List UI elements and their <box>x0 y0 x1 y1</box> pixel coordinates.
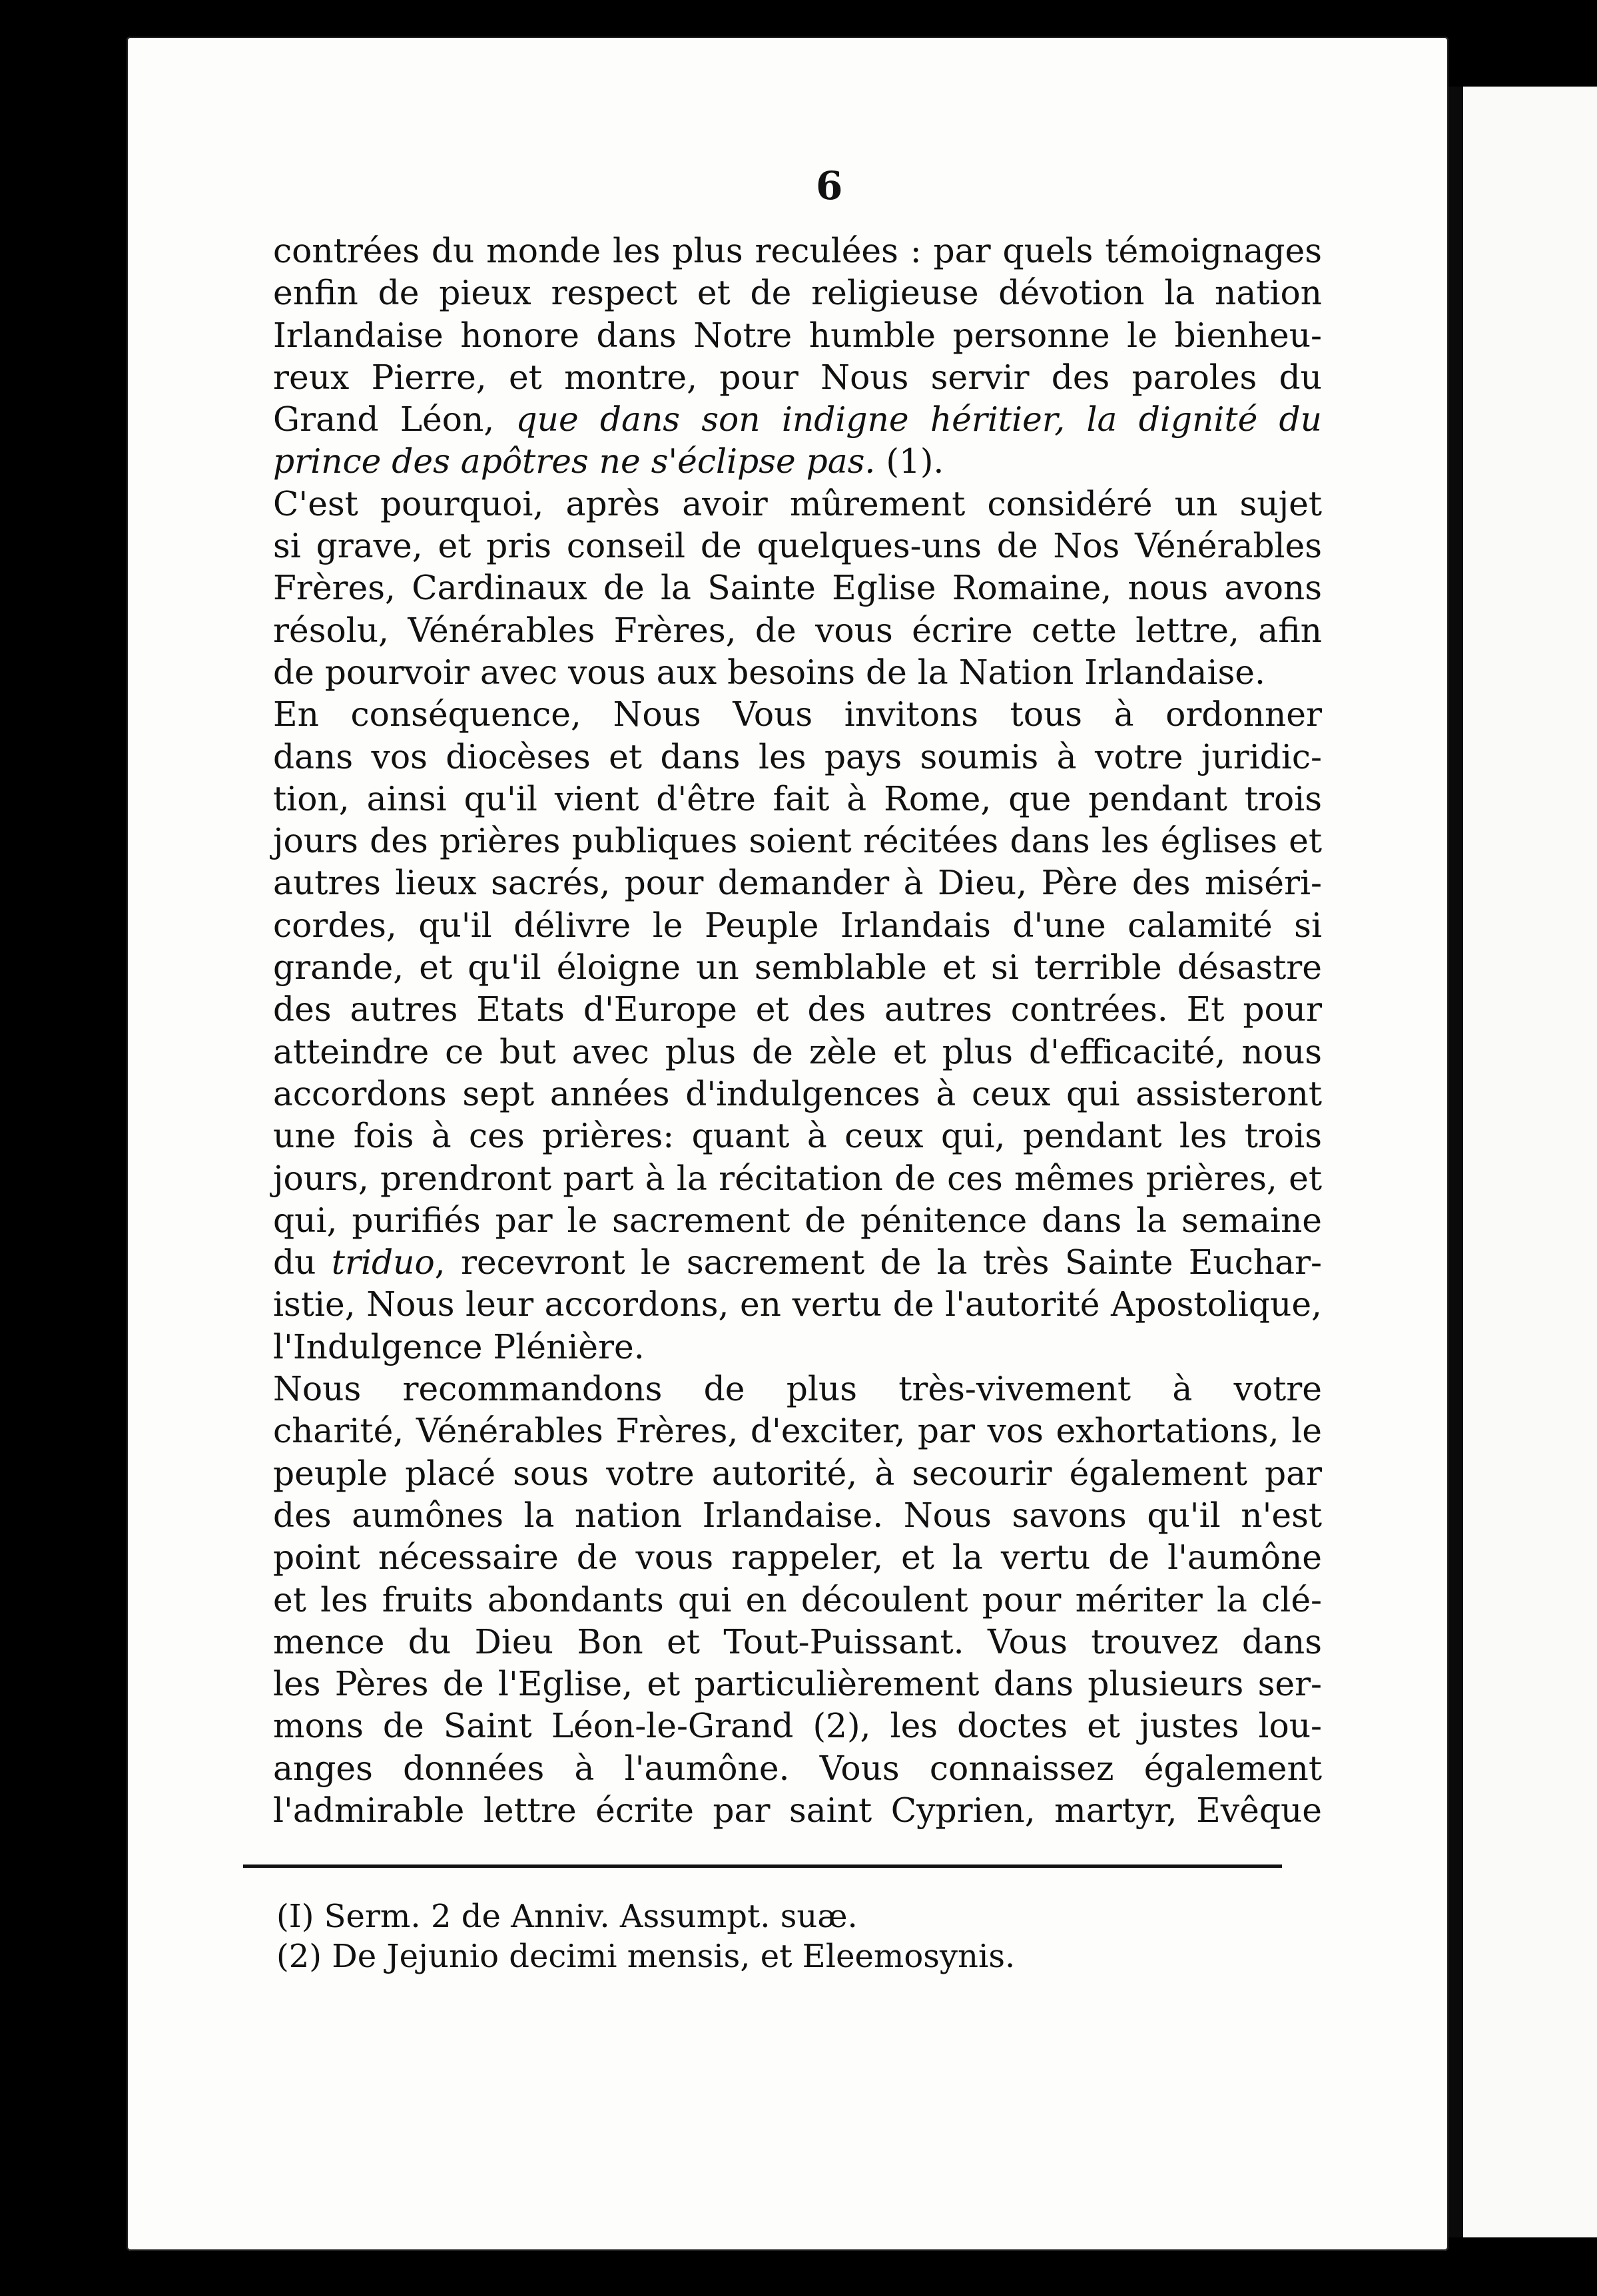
text-line: du triduo, recevront le sacrement de la très Sainte Euchar- <box>273 1243 1322 1283</box>
footnotes <box>276 1896 1015 1976</box>
footnote: (I) Serm. 2 de Anniv. Assumpt. suæ. <box>276 1898 858 1935</box>
text-line: charité, Vénérables Frères, d'exciter, par vos exhortations, le <box>273 1411 1322 1451</box>
text-line: C'est pourquoi, après avoir mûrement considéré un sujet <box>273 483 1322 523</box>
text-line: jours, prendront part à la récitation de ces mêmes prières, et <box>273 1158 1322 1198</box>
text-line: Grand Léon, que dans son indigne héritier, la dignité du <box>273 400 1322 439</box>
text-line: cordes, qu'il délivre le Peuple Irlandais d'une calamité si <box>273 905 1322 945</box>
text-line: peuple placé sous votre autorité, à secourir également par <box>273 1453 1322 1493</box>
page-number: 6 <box>816 163 843 208</box>
text-line: grande, et qu'il éloigne un semblable et si terrible désastre <box>273 948 1322 988</box>
text-line: Irlandaise honore dans Notre humble personne le bienheu- <box>273 315 1322 355</box>
text-line: mence du Dieu Bon et Tout-Puissant. Vous trouvez dans <box>273 1621 1322 1661</box>
text-line: des autres Etats d'Europe et des autres contrées. Et pour <box>273 990 1322 1029</box>
text-line: dans vos diocèses et dans les pays soumis à votre juridic- <box>273 736 1322 776</box>
text-line: Nous recommandons de plus très-vivement à votre <box>273 1369 1322 1409</box>
text-line: mons de Saint Léon-le-Grand (2), les doctes et justes lou- <box>273 1706 1322 1746</box>
text-line: tion, ainsi qu'il vient d'être fait à Rome, que pendant trois <box>273 778 1322 818</box>
text-line: point nécessaire de vous rappeler, et la vertu de l'aumône <box>273 1538 1322 1578</box>
text-line: contrées du monde les plus reculées : par quels témoignages <box>273 231 1322 270</box>
text-line: l'Indulgence Plénière. <box>273 1326 645 1366</box>
text-line: jours des prières publiques soient récitées dans les églises et <box>273 821 1322 861</box>
text-line: les Pères de l'Eglise, et particulièrement dans plusieurs ser- <box>273 1664 1322 1704</box>
text-line: enfin de pieux respect et de religieuse dévotion la nation <box>273 273 1322 313</box>
footnote: (2) De Jejunio decimi mensis, et Eleemosynis. <box>276 1938 1016 1975</box>
text-line: résolu, Vénérables Frères, de vous écrire cette lettre, afin <box>273 610 1322 650</box>
text-line: prince des apôtres ne s'éclipse pas. (1). <box>273 441 944 481</box>
text-line: anges données à l'aumône. Vous connaissez également <box>273 1748 1322 1788</box>
adjacent-page <box>1457 87 1597 2237</box>
text-line: une fois à ces prières: quant à ceux qui, pendant les trois <box>273 1116 1322 1156</box>
text-line: des aumônes la nation Irlandaise. Nous savons qu'il n'est <box>273 1495 1322 1535</box>
text-line: reux Pierre, et montre, pour Nous servir des paroles du <box>273 357 1322 397</box>
footnote-rule <box>243 1865 1282 1868</box>
text-line: qui, purifiés par le sacrement de pénitence dans la semaine <box>273 1200 1322 1240</box>
text-line: Frères, Cardinaux de la Sainte Eglise Romaine, nous avons <box>273 568 1322 608</box>
body-text <box>273 230 1322 1831</box>
text-line: istie, Nous leur accordons, en vertu de l'autorité Apostolique, <box>273 1285 1322 1324</box>
text-line: autres lieux sacrés, pour demander à Dieu, Père des miséri- <box>273 863 1322 903</box>
text-line: En conséquence, Nous Vous invitons tous à ordonner <box>273 695 1322 734</box>
page-edge-shadow <box>1448 87 1463 2237</box>
text-line: l'admirable lettre écrite par saint Cyprien, martyr, Evêque <box>273 1790 1322 1830</box>
text-line: et les fruits abondants qui en découlent pour mériter la clé- <box>273 1579 1322 1619</box>
text-line: si grave, et pris conseil de quelques-uns de Nos Vénérables <box>273 526 1322 566</box>
text-line: de pourvoir avec vous aux besoins de la Nation Irlandaise. <box>273 652 1265 692</box>
text-line: atteindre ce but avec plus de zèle et plus d'efficacité, nous <box>273 1031 1322 1071</box>
text-line: accordons sept années d'indulgences à ceux qui assisteront <box>273 1073 1322 1113</box>
